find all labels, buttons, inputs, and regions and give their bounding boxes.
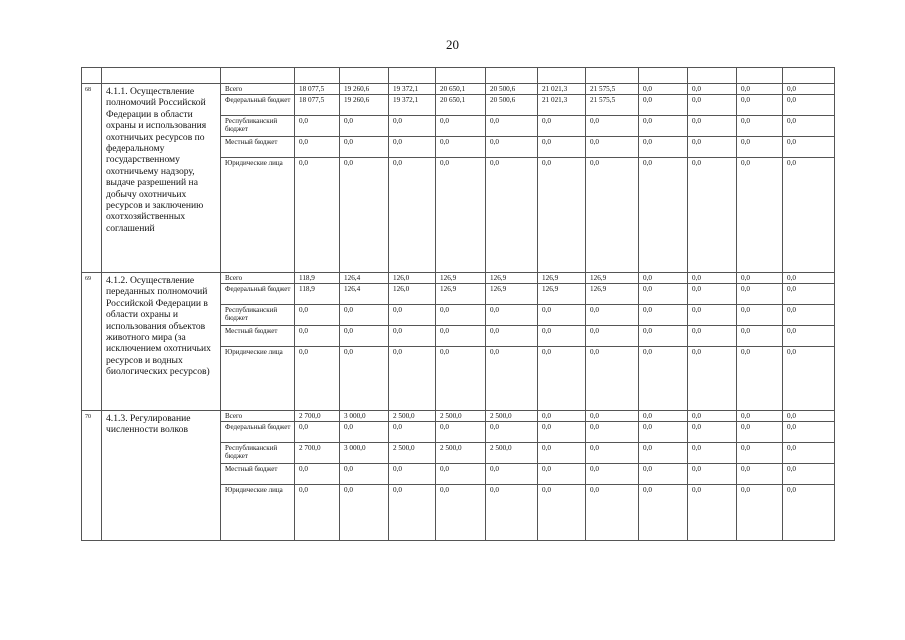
amount-cell: 0,0 (486, 347, 538, 411)
funding-source: Юридические лица (221, 158, 295, 273)
header-cell (436, 68, 486, 84)
page-number: 20 (446, 37, 459, 52)
amount-cell: 0,0 (737, 137, 783, 158)
amount-cell: 0,0 (737, 485, 783, 541)
amount-cell: 0,0 (639, 84, 688, 95)
amount-cell: 0,0 (436, 464, 486, 485)
amount-cell: 0,0 (737, 158, 783, 273)
amount-cell: 126,9 (538, 284, 586, 305)
amount-cell: 126,9 (486, 273, 538, 284)
amount-cell: 0,0 (639, 95, 688, 116)
amount-cell: 0,0 (688, 411, 737, 422)
header-cell (295, 68, 340, 84)
amount-cell: 126,0 (389, 284, 436, 305)
amount-cell: 0,0 (295, 137, 340, 158)
amount-cell: 0,0 (389, 485, 436, 541)
amount-cell: 0,0 (639, 137, 688, 158)
funding-row (82, 84, 835, 95)
amount-cell: 126,9 (486, 284, 538, 305)
amount-cell: 18 077,5 (295, 84, 340, 95)
amount-cell: 0,0 (586, 485, 639, 541)
amount-cell: 0,0 (586, 158, 639, 273)
amount-cell: 0,0 (486, 485, 538, 541)
amount-cell: 0,0 (639, 464, 688, 485)
amount-cell: 0,0 (436, 326, 486, 347)
amount-cell: 126,9 (586, 284, 639, 305)
row-number: 70 (82, 411, 102, 541)
amount-cell: 0,0 (389, 305, 436, 326)
amount-cell: 3 000,0 (340, 443, 389, 464)
amount-cell: 0,0 (737, 95, 783, 116)
table-header-row (82, 68, 835, 84)
amount-cell: 126,9 (436, 273, 486, 284)
amount-cell: 0,0 (389, 347, 436, 411)
amount-cell: 0,0 (389, 422, 436, 443)
amount-cell: 126,4 (340, 273, 389, 284)
funding-row (82, 273, 835, 284)
amount-cell: 0,0 (538, 422, 586, 443)
amount-cell: 0,0 (436, 305, 486, 326)
amount-cell: 0,0 (340, 137, 389, 158)
budget-table (81, 67, 835, 541)
funding-source: Юридические лица (221, 485, 295, 541)
amount-cell: 0,0 (688, 422, 737, 443)
amount-cell: 0,0 (639, 411, 688, 422)
amount-cell: 0,0 (783, 485, 835, 541)
header-cell (82, 68, 102, 84)
amount-cell: 0,0 (538, 464, 586, 485)
amount-cell: 2 500,0 (486, 443, 538, 464)
amount-cell: 0,0 (639, 273, 688, 284)
amount-cell: 0,0 (688, 347, 737, 411)
amount-cell: 0,0 (737, 284, 783, 305)
funding-source: Всего (221, 273, 295, 284)
amount-cell: 0,0 (486, 422, 538, 443)
amount-cell: 0,0 (389, 116, 436, 137)
funding-source: Федеральный бюджет (221, 95, 295, 116)
amount-cell: 0,0 (340, 464, 389, 485)
amount-cell: 0,0 (737, 422, 783, 443)
amount-cell: 2 700,0 (295, 411, 340, 422)
amount-cell: 0,0 (486, 137, 538, 158)
amount-cell: 0,0 (737, 347, 783, 411)
amount-cell: 0,0 (586, 422, 639, 443)
amount-cell: 0,0 (340, 116, 389, 137)
amount-cell: 0,0 (639, 326, 688, 347)
amount-cell: 118,9 (295, 284, 340, 305)
amount-cell: 2 700,0 (295, 443, 340, 464)
amount-cell: 0,0 (389, 158, 436, 273)
amount-cell: 0,0 (688, 95, 737, 116)
amount-cell: 0,0 (783, 95, 835, 116)
amount-cell: 0,0 (688, 284, 737, 305)
amount-cell: 126,9 (586, 273, 639, 284)
amount-cell: 2 500,0 (389, 443, 436, 464)
header-cell (538, 68, 586, 84)
amount-cell: 0,0 (639, 305, 688, 326)
amount-cell: 19 372,1 (389, 95, 436, 116)
amount-cell: 0,0 (295, 485, 340, 541)
amount-cell: 0,0 (436, 116, 486, 137)
amount-cell: 0,0 (586, 443, 639, 464)
amount-cell: 0,0 (436, 485, 486, 541)
amount-cell: 0,0 (688, 158, 737, 273)
amount-cell: 20 650,1 (436, 95, 486, 116)
amount-cell: 0,0 (783, 411, 835, 422)
amount-cell: 0,0 (688, 137, 737, 158)
amount-cell: 0,0 (639, 284, 688, 305)
amount-cell: 0,0 (688, 273, 737, 284)
amount-cell: 0,0 (295, 326, 340, 347)
amount-cell: 2 500,0 (486, 411, 538, 422)
amount-cell: 0,0 (688, 326, 737, 347)
amount-cell: 126,9 (436, 284, 486, 305)
amount-cell: 0,0 (688, 443, 737, 464)
amount-cell: 20 650,1 (436, 84, 486, 95)
amount-cell: 0,0 (389, 137, 436, 158)
amount-cell: 0,0 (783, 464, 835, 485)
amount-cell: 0,0 (783, 347, 835, 411)
amount-cell: 0,0 (737, 464, 783, 485)
amount-cell: 0,0 (295, 158, 340, 273)
funding-source: Всего (221, 411, 295, 422)
amount-cell: 21 575,5 (586, 95, 639, 116)
amount-cell: 0,0 (340, 305, 389, 326)
amount-cell: 0,0 (586, 411, 639, 422)
amount-cell: 20 500,6 (486, 95, 538, 116)
amount-cell: 0,0 (538, 137, 586, 158)
funding-row (82, 411, 835, 422)
amount-cell: 126,0 (389, 273, 436, 284)
measure-title: 4.1.1. Осуществление полномочий Российской Федерации в области охраны и использования охотничьих ресурсов по федеральному государственному охотничьему надзору, выдаче разрешений на добычу охотничьих ресурсов и заключению охотхозяйственных соглашений (102, 84, 221, 273)
amount-cell: 21 021,3 (538, 84, 586, 95)
amount-cell: 0,0 (783, 305, 835, 326)
amount-cell: 0,0 (639, 347, 688, 411)
amount-cell: 2 500,0 (436, 443, 486, 464)
amount-cell: 0,0 (389, 326, 436, 347)
header-cell (737, 68, 783, 84)
amount-cell: 0,0 (538, 443, 586, 464)
amount-cell: 0,0 (586, 347, 639, 411)
amount-cell: 0,0 (295, 347, 340, 411)
amount-cell: 0,0 (639, 485, 688, 541)
amount-cell: 0,0 (586, 305, 639, 326)
amount-cell: 0,0 (688, 305, 737, 326)
amount-cell: 0,0 (783, 284, 835, 305)
table-body (82, 68, 835, 541)
funding-source: Федеральный бюджет (221, 422, 295, 443)
funding-source: Местный бюджет (221, 326, 295, 347)
header-cell (389, 68, 436, 84)
amount-cell: 126,4 (340, 284, 389, 305)
header-cell (586, 68, 639, 84)
amount-cell: 19 260,6 (340, 84, 389, 95)
header-cell (783, 68, 835, 84)
header-cell (340, 68, 389, 84)
amount-cell: 0,0 (340, 158, 389, 273)
amount-cell: 3 000,0 (340, 411, 389, 422)
amount-cell: 0,0 (586, 326, 639, 347)
amount-cell: 0,0 (737, 305, 783, 326)
funding-source: Республиканский бюджет (221, 443, 295, 464)
amount-cell: 0,0 (436, 422, 486, 443)
amount-cell: 19 260,6 (340, 95, 389, 116)
amount-cell: 0,0 (737, 273, 783, 284)
amount-cell: 0,0 (783, 137, 835, 158)
measure-title: 4.1.3. Регулирование численности волков (102, 411, 221, 541)
funding-source: Юридические лица (221, 347, 295, 411)
row-number: 69 (82, 273, 102, 411)
amount-cell: 19 372,1 (389, 84, 436, 95)
amount-cell: 0,0 (737, 326, 783, 347)
amount-cell: 0,0 (783, 273, 835, 284)
amount-cell: 0,0 (486, 326, 538, 347)
funding-source: Республиканский бюджет (221, 305, 295, 326)
amount-cell: 0,0 (486, 116, 538, 137)
amount-cell: 0,0 (783, 116, 835, 137)
amount-cell: 0,0 (688, 464, 737, 485)
amount-cell: 0,0 (783, 158, 835, 273)
amount-cell: 0,0 (538, 326, 586, 347)
funding-source: Местный бюджет (221, 464, 295, 485)
amount-cell: 0,0 (688, 485, 737, 541)
funding-source: Местный бюджет (221, 137, 295, 158)
amount-cell: 0,0 (538, 485, 586, 541)
amount-cell: 0,0 (688, 84, 737, 95)
amount-cell: 0,0 (639, 158, 688, 273)
header-cell (221, 68, 295, 84)
header-cell (639, 68, 688, 84)
amount-cell: 0,0 (737, 116, 783, 137)
amount-cell: 0,0 (295, 305, 340, 326)
amount-cell: 0,0 (538, 411, 586, 422)
amount-cell: 0,0 (538, 158, 586, 273)
amount-cell: 0,0 (639, 422, 688, 443)
amount-cell: 0,0 (486, 158, 538, 273)
funding-source: Всего (221, 84, 295, 95)
row-number: 68 (82, 84, 102, 273)
amount-cell: 0,0 (783, 422, 835, 443)
amount-cell: 0,0 (486, 305, 538, 326)
amount-cell: 0,0 (639, 443, 688, 464)
amount-cell: 0,0 (737, 411, 783, 422)
funding-source: Республиканский бюджет (221, 116, 295, 137)
amount-cell: 0,0 (688, 116, 737, 137)
amount-cell: 0,0 (538, 116, 586, 137)
header-cell (102, 68, 221, 84)
amount-cell: 0,0 (389, 464, 436, 485)
amount-cell: 0,0 (295, 464, 340, 485)
amount-cell: 0,0 (737, 84, 783, 95)
amount-cell: 118,9 (295, 273, 340, 284)
amount-cell: 0,0 (538, 347, 586, 411)
amount-cell: 0,0 (340, 326, 389, 347)
header-cell (486, 68, 538, 84)
amount-cell: 0,0 (340, 485, 389, 541)
amount-cell: 21 575,5 (586, 84, 639, 95)
amount-cell: 0,0 (436, 158, 486, 273)
amount-cell: 18 077,5 (295, 95, 340, 116)
amount-cell: 20 500,6 (486, 84, 538, 95)
amount-cell: 0,0 (586, 464, 639, 485)
amount-cell: 0,0 (783, 443, 835, 464)
amount-cell: 0,0 (639, 116, 688, 137)
amount-cell: 0,0 (586, 137, 639, 158)
amount-cell: 0,0 (436, 347, 486, 411)
amount-cell: 0,0 (340, 422, 389, 443)
amount-cell: 0,0 (586, 116, 639, 137)
amount-cell: 0,0 (737, 443, 783, 464)
measure-title: 4.1.2. Осуществление переданных полномочий Российской Федерации в области охраны и использования объектов животного мира (за исключением охотничьих ресурсов и водных биологических ресурсов) (102, 273, 221, 411)
amount-cell: 0,0 (295, 116, 340, 137)
funding-source: Федеральный бюджет (221, 284, 295, 305)
amount-cell: 0,0 (783, 326, 835, 347)
amount-cell: 0,0 (295, 422, 340, 443)
amount-cell: 0,0 (538, 305, 586, 326)
amount-cell: 2 500,0 (389, 411, 436, 422)
header-cell (688, 68, 737, 84)
amount-cell: 2 500,0 (436, 411, 486, 422)
amount-cell: 126,9 (538, 273, 586, 284)
amount-cell: 0,0 (486, 464, 538, 485)
amount-cell: 21 021,3 (538, 95, 586, 116)
amount-cell: 0,0 (783, 84, 835, 95)
amount-cell: 0,0 (436, 137, 486, 158)
amount-cell: 0,0 (340, 347, 389, 411)
